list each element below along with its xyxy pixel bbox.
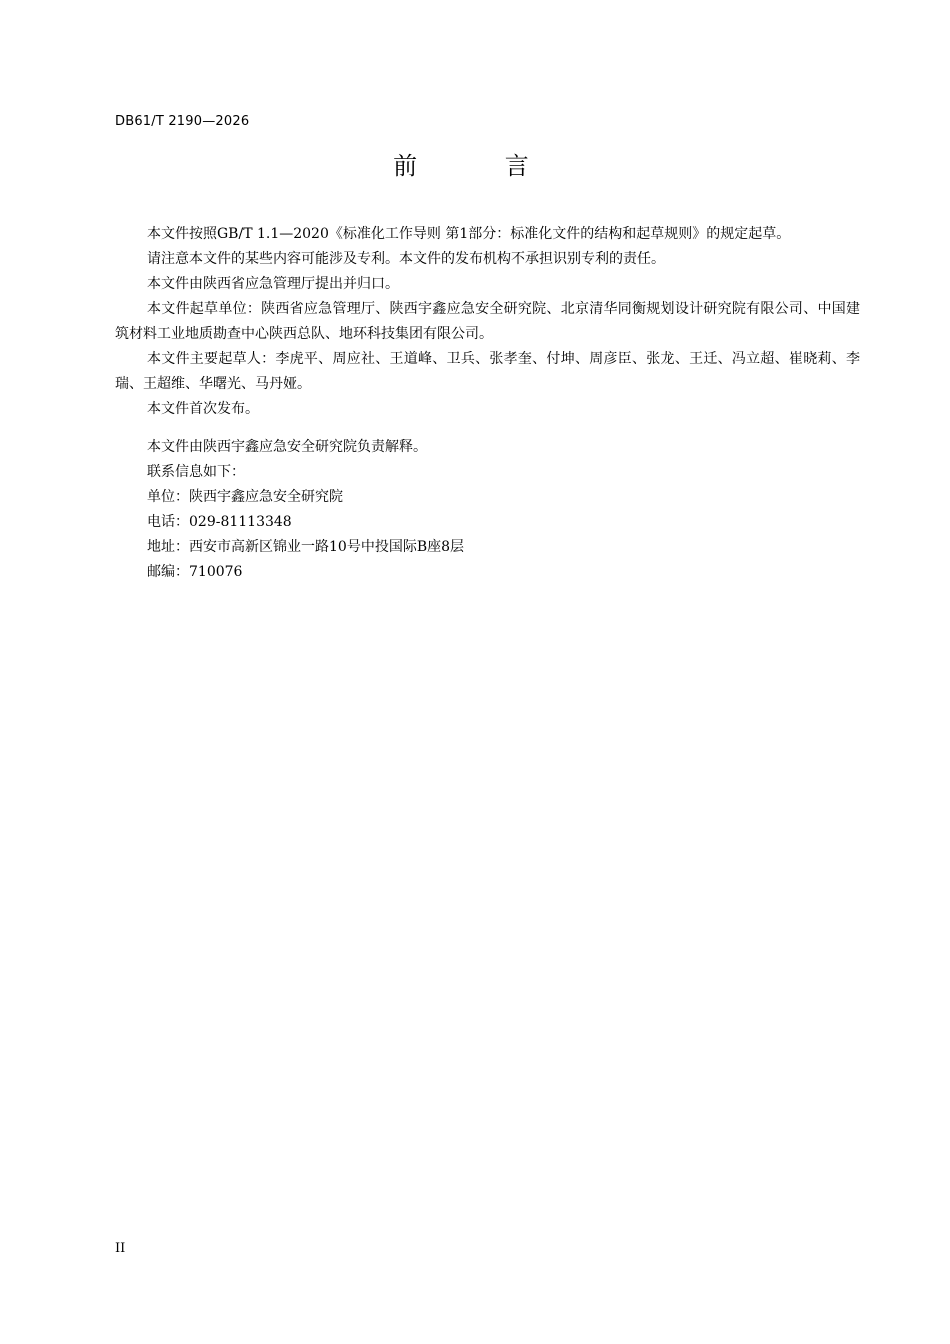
contact-phone: 电话：029-81113348	[147, 514, 292, 530]
contact-unit: 单位：陕西宇鑫应急安全研究院	[147, 489, 343, 505]
contact-address: 地址：西安市高新区锦业一路10号中投国际B座8层	[147, 539, 465, 555]
paragraph-drafting-units: 本文件起草单位：陕西省应急管理厅、陕西宇鑫应急安全研究院、北京清华同衡规划设计研究院有限公司、中国建筑材料工业地质勘查中心陕西总队、地环科技集团有限公司。	[115, 301, 860, 342]
paragraph-first-release: 本文件首次发布。	[147, 401, 259, 417]
page-title: 前 言	[393, 152, 569, 180]
contact-heading: 联系信息如下：	[147, 464, 245, 480]
paragraph-interpretation: 本文件由陕西宇鑫应急安全研究院负责解释。	[147, 439, 427, 455]
document-code: DB61/T 2190—2026	[115, 114, 250, 129]
contact-postcode: 邮编：710076	[147, 564, 243, 580]
foreword-body	[115, 222, 860, 585]
paragraph-proposer: 本文件由陕西省应急管理厅提出并归口。	[147, 276, 399, 292]
page-number: II	[115, 1241, 126, 1256]
paragraph-drafting-rules: 本文件按照GB/T 1.1—2020《标准化工作导则 第1部分：标准化文件的结构和起草规则》的规定起草。	[147, 226, 791, 242]
paragraph-patent-notice: 请注意本文件的某些内容可能涉及专利。本文件的发布机构不承担识别专利的责任。	[147, 251, 665, 267]
paragraph-main-drafters: 本文件主要起草人：李虎平、周应社、王道峰、卫兵、张孝奎、付坤、周彦臣、张龙、王迁、冯立超、崔晓莉、李瑞、王超维、华曙光、马丹娅。	[115, 351, 860, 392]
